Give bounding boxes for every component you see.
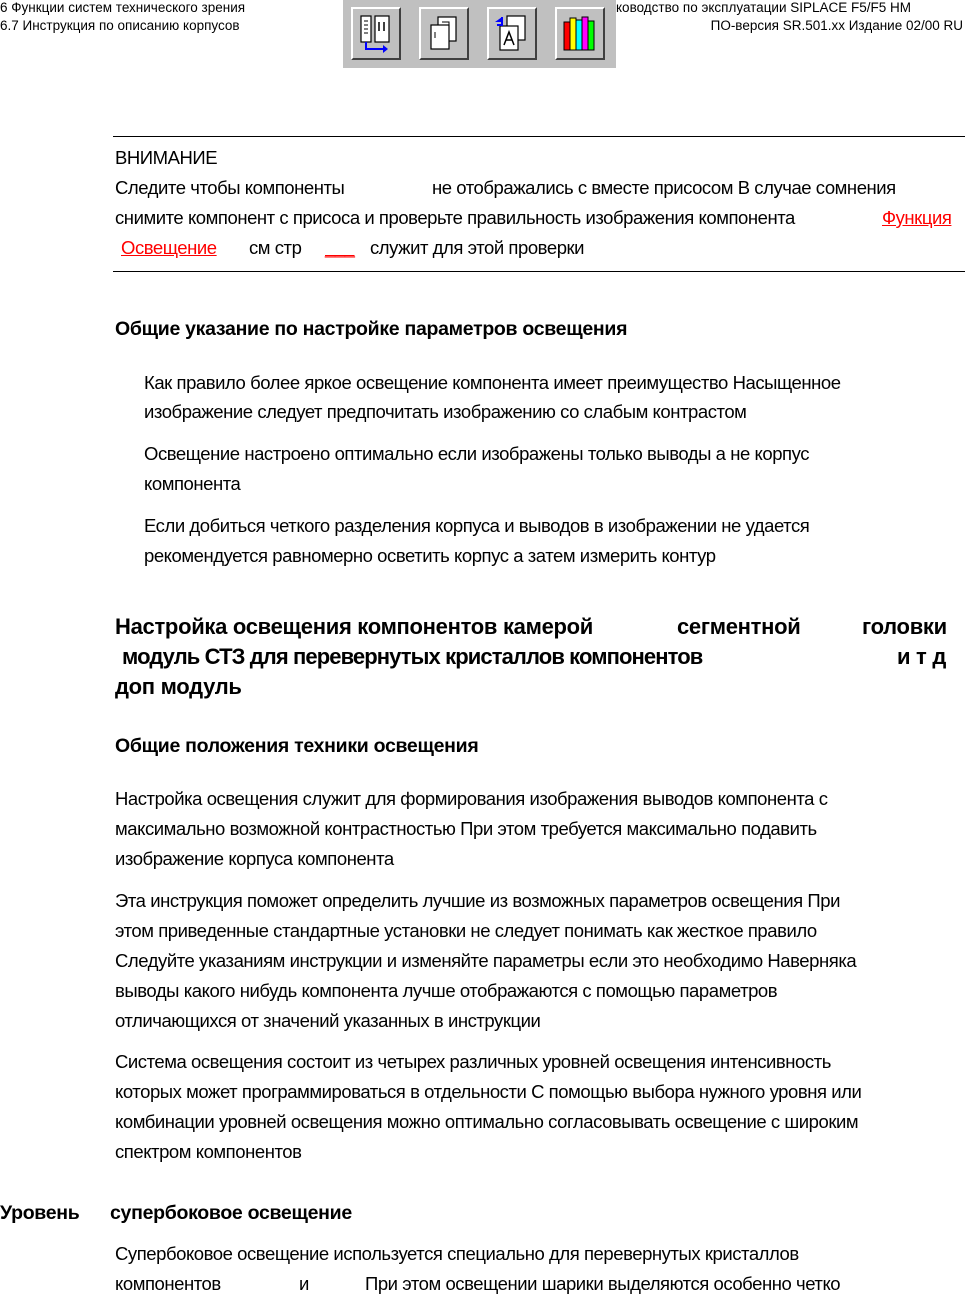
- main-heading: модуль СТЗ для перевернутых кристаллов компонентов: [122, 644, 703, 669]
- paragraph-line: которых может программироваться в отдельности С помощью выбора нужного уровня или: [115, 1081, 862, 1102]
- page-reference-link[interactable]: ___: [325, 237, 355, 258]
- paragraph-line: комбинации уровней освещения можно оптимально согласовывать освещение с широким: [115, 1111, 859, 1132]
- paragraph-line: Эта инструкция поможет определить лучшие из возможных параметров освещения При: [115, 890, 840, 911]
- paragraph-line: При этом освещении шарики выделяются особенно четко: [365, 1273, 841, 1294]
- library-books-icon: [561, 13, 599, 54]
- function-illumination-link[interactable]: Функция: [882, 207, 952, 228]
- paragraph-line: компонентов: [115, 1273, 221, 1294]
- back-document-icon: [493, 13, 531, 54]
- page-reference-label: см стр: [249, 237, 302, 258]
- note-line: рекомендуется равномерно осветить корпус а затем измерить контур: [144, 545, 716, 566]
- contents-button[interactable]: [351, 7, 401, 60]
- attention-text: Следите чтобы компоненты: [115, 177, 345, 198]
- note-line: Освещение настроено оптимально если изображены только выводы а не корпус: [144, 443, 809, 464]
- paragraph-line: максимально возможной контрастностью При этом требуется максимально подавить: [115, 818, 817, 839]
- principles-heading: Общие положения техники освещения: [115, 735, 479, 757]
- note-line: Как правило более яркое освещение компонента имеет преимущество Насыщенное: [144, 372, 841, 393]
- note-line: компонента: [144, 473, 241, 494]
- manual-title: ководство по эксплуатации SIPLACE F5/F5 HM: [616, 0, 912, 15]
- attention-title: ВНИМАНИЕ: [115, 147, 218, 168]
- general-notes-heading: Общие указание по настройке параметров освещения: [115, 318, 628, 340]
- navigation-toolbar: [343, 0, 616, 68]
- paragraph-line: Настройка освещения служит для формирования изображения выводов компонента с: [115, 788, 828, 809]
- note-line: изображение следует предпочитать изображению со слабым контрастом: [144, 401, 747, 422]
- level-heading: супербоковое освещение: [110, 1202, 352, 1224]
- version-info: ПО-версия SR.501.xx Издание 02/00 RU: [710, 18, 963, 33]
- main-heading: и т д: [897, 644, 946, 669]
- paragraph-line: Следуйте указаниям инструкции и изменяйте параметры если это необходимо Наверняка: [115, 950, 857, 971]
- function-illumination-link-continued[interactable]: Освещение: [121, 237, 217, 258]
- pages-icon: [425, 13, 463, 54]
- paragraph-line: спектром компонентов: [115, 1141, 302, 1162]
- paragraph-line: отличающихся от значений указанных в инструкции: [115, 1010, 541, 1031]
- paragraph-line: изображение корпуса компонента: [115, 848, 394, 869]
- section-title: 6.7 Инструкция по описанию корпусов: [0, 18, 240, 33]
- paragraph-line: и: [299, 1273, 309, 1294]
- paragraph-line: выводы какого нибудь компонента лучше отображаются с помощью параметров: [115, 980, 778, 1001]
- library-button[interactable]: [555, 7, 605, 60]
- back-document-button[interactable]: [487, 7, 537, 60]
- attention-text: не отображались с вместе присосом В случае сомнения: [432, 177, 896, 198]
- pages-button[interactable]: [419, 7, 469, 60]
- note-line: Если добиться четкого разделения корпуса и выводов в изображении не удается: [144, 515, 810, 536]
- contents-icon: [357, 13, 395, 54]
- paragraph-line: этом приведенные стандартные установки не следует понимать как жесткое правило: [115, 920, 817, 941]
- main-heading: Настройка освещения компонентов камерой: [115, 614, 594, 639]
- chapter-title: 6 Функции систем технического зрения: [0, 0, 246, 15]
- attention-text: снимите компонент с присоса и проверьте правильность изображения компонента: [115, 207, 795, 228]
- main-heading: головки: [862, 614, 947, 639]
- main-heading: доп модуль: [115, 674, 242, 699]
- attention-top-divider: [113, 136, 965, 137]
- attention-text: служит для этой проверки: [370, 237, 585, 258]
- level-heading: Уровень: [0, 1202, 80, 1224]
- attention-bottom-divider: [113, 271, 965, 272]
- main-heading: сегментной: [677, 614, 801, 639]
- paragraph-line: Супербоковое освещение используется специально для перевернутых кристаллов: [115, 1243, 799, 1264]
- paragraph-line: Система освещения состоит из четырех различных уровней освещения интенсивность: [115, 1051, 831, 1072]
